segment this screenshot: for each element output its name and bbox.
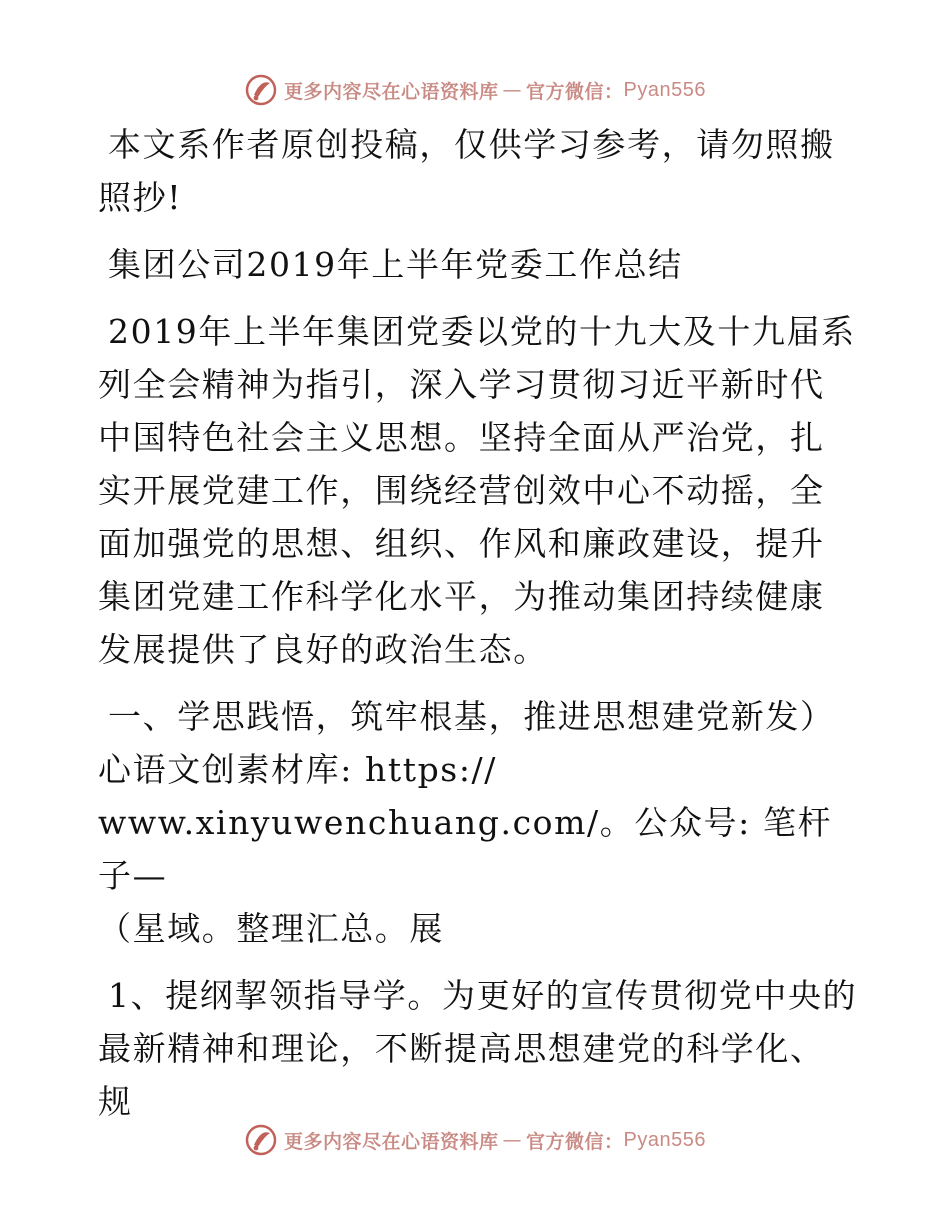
watermark-separator: — (502, 79, 523, 101)
watermark-contact-label: 官方微信： (526, 80, 624, 103)
source-line-1: 心语文创素材库: https:// (98, 750, 497, 789)
intro-paragraph: 2019年上半年集团党委以党的十九大及十九届系列全会精神为指引，深入学习贯彻习近平新时代中国特色社会主义思想。坚持全面从严治党，扎实开展党建工作，围绕经营创效中心不动摇，全面加强党的思想、组织、作风和廉政建设，提升集团党建工作科学化水平，为推动集团持续健康发展提供了良好的政治生态。 (98, 312, 856, 669)
source-line-2: www.xinyuwenchuang.com/。公众号: 笔杆子— (98, 803, 833, 895)
document-title: 集团公司2019年上半年党委工作总结 (108, 245, 683, 284)
watermark-footer (0, 1120, 950, 1160)
brand-logo-icon (244, 1123, 278, 1157)
source-line-3: （星域。整理汇总。展 (98, 909, 444, 948)
section1-block (98, 690, 858, 955)
document-body (98, 118, 858, 1128)
section1-heading: 一、学思践悟，筑牢根基，推进思想建党新发） (108, 697, 835, 736)
watermark-contact-id: Pyan556 (623, 1128, 706, 1151)
watermark-header (0, 70, 950, 110)
watermark-text: 更多内容尽在心语资料库 (284, 80, 499, 103)
watermark-text: 更多内容尽在心语资料库 (284, 1130, 499, 1153)
brand-logo-icon (244, 73, 278, 107)
watermark-contact-label: 官方微信： (526, 1130, 624, 1153)
watermark-contact-id: Pyan556 (623, 78, 706, 101)
item1-paragraph: 1、提纲挈领指导学。为更好的宣传贯彻党中央的最新精神和理论，不断提高思想建党的科学化、规 (98, 976, 858, 1121)
watermark-separator: — (502, 1129, 523, 1151)
notice-paragraph: 本文系作者原创投稿，仅供学习参考，请勿照搬照抄! (98, 125, 835, 217)
